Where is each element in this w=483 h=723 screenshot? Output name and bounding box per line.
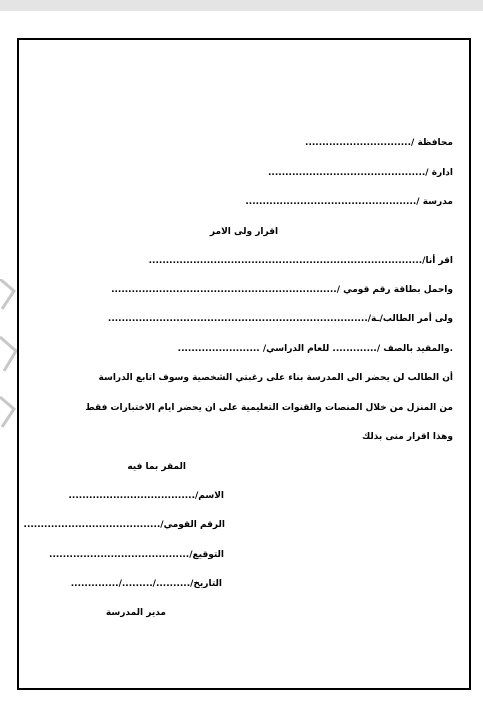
national-id-field: الرقم القومي/........................................ [23,520,225,530]
form-title: اقرار ولى الامر [209,227,279,237]
school-line: مدرسة /.................................................. [245,197,453,207]
signature-field: التوقيع/......................................... [49,550,224,560]
principal-signature-label: مدير المدرسة [105,608,166,618]
body-text-line-3: وهذا اقرار منى بذلك [361,432,453,442]
form-border [17,38,471,690]
guardian-line: ولى أمر الطالب/ـة/............................................................................ [107,314,453,324]
body-text-line-2: من المنزل من خلال المنصات والقنوات التعليمية على ان يحضر ايام الاختبارات فقط [85,403,453,413]
governorate-line: محافظة /............................... [305,138,453,148]
body-text-line-1: أن الطالب لن يحضر الى المدرسة بناء على رغبتي الشخصية وسوف اتابع الدراسة [98,373,453,383]
viewer-top-bar [0,0,483,11]
enrollment-line: .والمقيد بالصف /............. للعام الدراسي/ ........................ [177,344,453,354]
declarant-line: اقر أنا/................................................................................ [148,256,453,266]
document-page [0,11,483,723]
date-field: التاريخ/........../........./.............. [70,579,222,589]
administration-line: ادارة /.............................................. [268,168,453,178]
name-field: الاسم/..................................... [68,491,224,501]
national-id-line: واحمل بطاقة رقم قومي /.................................................................. [111,285,453,295]
acknowledger-heading: المقر بما فيه [127,462,186,472]
